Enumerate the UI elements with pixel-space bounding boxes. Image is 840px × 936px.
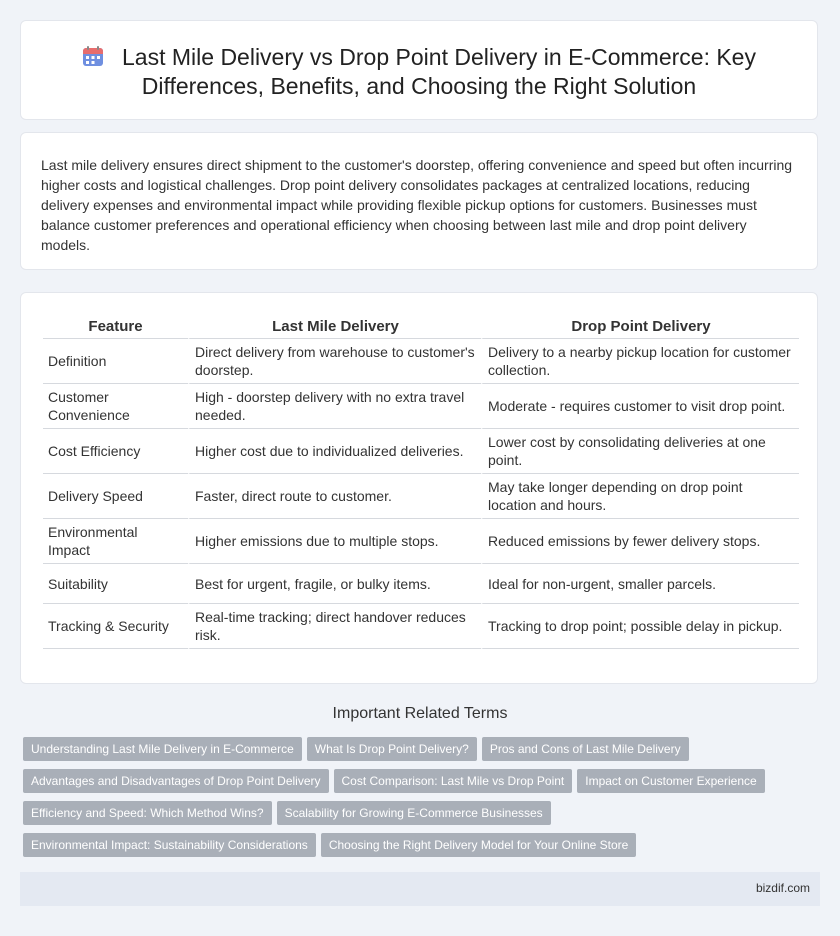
drop-point-cell: Lower cost by consolidating deliveries at one point. <box>481 429 799 474</box>
drop-point-cell: Reduced emissions by fewer delivery stops. <box>481 519 799 564</box>
drop-point-cell: Tracking to drop point; possible delay in pickup. <box>481 604 799 649</box>
related-tag[interactable]: Environmental Impact: Sustainability Considerations <box>23 833 316 857</box>
header-feature: Feature <box>43 315 188 339</box>
related-tag[interactable]: Scalability for Growing E-Commerce Businesses <box>277 801 551 825</box>
summary-text: Last mile delivery ensures direct shipment to the customer's doorstep, offering convenience and speed but often incurring higher costs and logistical challenges. Drop point delivery consolidates packages at centralized locations, reducing delivery expenses and environmental impact while providing flexible pickup options for customers. Businesses must balance customer preferences and operational efficiency when choosing between last mile and drop point delivery models. <box>41 157 793 253</box>
calendar-icon <box>82 45 104 67</box>
last-mile-cell: Higher cost due to individualized deliveries. <box>188 429 481 474</box>
feature-cell: Cost Efficiency <box>43 429 188 474</box>
related-tag[interactable]: What Is Drop Point Delivery? <box>307 737 477 761</box>
feature-cell: Customer Convenience <box>43 384 188 429</box>
table-row <box>43 429 799 474</box>
header-drop-point: Drop Point Delivery <box>481 315 799 339</box>
comparison-table <box>43 315 799 649</box>
page-title-wrap <box>41 43 797 101</box>
related-tag[interactable]: Cost Comparison: Last Mile vs Drop Point <box>334 769 573 793</box>
table-row <box>43 474 799 519</box>
comparison-card <box>20 292 818 684</box>
page-title: Last Mile Delivery vs Drop Point Delivery in E-Commerce: Key Differences, Benefits, and Choosing the Right Solution <box>122 44 756 99</box>
drop-point-cell: Moderate - requires customer to visit drop point. <box>481 384 799 429</box>
table-header-row <box>43 315 799 339</box>
related-tag[interactable]: Choosing the Right Delivery Model for Your Online Store <box>321 833 637 857</box>
last-mile-cell: Higher emissions due to multiple stops. <box>188 519 481 564</box>
related-tag[interactable]: Advantages and Disadvantages of Drop Point Delivery <box>23 769 329 793</box>
last-mile-cell: Faster, direct route to customer. <box>188 474 481 519</box>
table-row <box>43 339 799 384</box>
feature-cell: Delivery Speed <box>43 474 188 519</box>
related-tags <box>23 737 783 865</box>
last-mile-cell: Best for urgent, fragile, or bulky items. <box>188 564 481 604</box>
related-tag[interactable]: Efficiency and Speed: Which Method Wins? <box>23 801 272 825</box>
table-row <box>43 604 799 649</box>
drop-point-cell: May take longer depending on drop point location and hours. <box>481 474 799 519</box>
table-row <box>43 519 799 564</box>
feature-cell: Definition <box>43 339 188 384</box>
footer-bar <box>20 872 820 906</box>
related-tag[interactable]: Understanding Last Mile Delivery in E-Commerce <box>23 737 302 761</box>
feature-cell: Environmental Impact <box>43 519 188 564</box>
header-last-mile: Last Mile Delivery <box>188 315 481 339</box>
table-row <box>43 564 799 604</box>
table-row <box>43 384 799 429</box>
title-card <box>20 20 818 120</box>
footer-site[interactable]: bizdif.com <box>755 881 810 895</box>
related-tag[interactable]: Pros and Cons of Last Mile Delivery <box>482 737 689 761</box>
feature-cell: Tracking & Security <box>43 604 188 649</box>
feature-cell: Suitability <box>43 564 188 604</box>
last-mile-cell: Real-time tracking; direct handover reduces risk. <box>188 604 481 649</box>
related-tag[interactable]: Impact on Customer Experience <box>577 769 764 793</box>
drop-point-cell: Delivery to a nearby pickup location for customer collection. <box>481 339 799 384</box>
related-terms-heading: Important Related Terms <box>332 705 508 722</box>
last-mile-cell: Direct delivery from warehouse to customer's doorstep. <box>188 339 481 384</box>
last-mile-cell: High - doorstep delivery with no extra travel needed. <box>188 384 481 429</box>
drop-point-cell: Ideal for non-urgent, smaller parcels. <box>481 564 799 604</box>
summary-card <box>20 132 818 270</box>
